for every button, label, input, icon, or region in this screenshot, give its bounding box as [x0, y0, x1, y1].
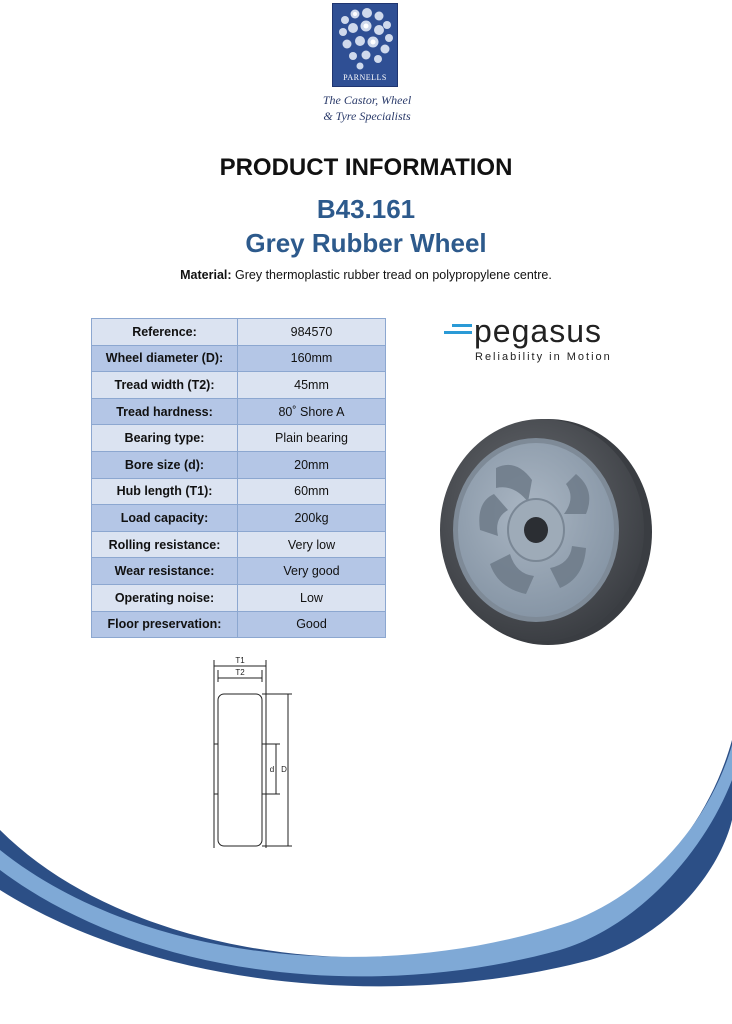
wheel-image	[436, 418, 652, 648]
logo-caption: PARNELLS	[343, 73, 387, 82]
table-row	[92, 611, 386, 638]
spec-value: 60mm	[238, 478, 386, 505]
spec-value: Very good	[238, 558, 386, 585]
table-row	[92, 398, 386, 425]
spec-label: Load capacity:	[92, 505, 238, 532]
product-name: Grey Rubber Wheel	[245, 228, 487, 258]
pegasus-logo	[444, 312, 624, 368]
table-row	[92, 451, 386, 478]
diameter-label: D	[281, 765, 287, 774]
table-row	[92, 478, 386, 505]
parnells-logo	[332, 3, 398, 87]
speed-lines-icon	[444, 322, 472, 342]
spec-label: Wheel diameter (D):	[92, 345, 238, 372]
spec-label: Bore size (d):	[92, 451, 238, 478]
spec-value: 200kg	[238, 505, 386, 532]
spec-table	[91, 318, 386, 638]
spec-label: Tread width (T2):	[92, 372, 238, 399]
t1-label: T1	[235, 656, 245, 665]
spec-label: Hub length (T1):	[92, 478, 238, 505]
table-row	[92, 319, 386, 346]
spec-label: Bearing type:	[92, 425, 238, 452]
decorative-swoosh	[0, 700, 732, 1024]
spec-label: Rolling resistance:	[92, 531, 238, 558]
material-value: Grey thermoplastic rubber tread on polypropylene centre.	[231, 268, 552, 282]
pegasus-wordmark: pegasus	[474, 313, 602, 349]
spec-label: Tread hardness:	[92, 398, 238, 425]
table-row	[92, 425, 386, 452]
table-row	[92, 584, 386, 611]
spec-label: Floor preservation:	[92, 611, 238, 638]
spec-value: 80˚ Shore A	[238, 398, 386, 425]
table-row	[92, 372, 386, 399]
material-line	[0, 268, 732, 282]
spec-value: 20mm	[238, 451, 386, 478]
spec-value: Low	[238, 584, 386, 611]
spec-value: 160mm	[238, 345, 386, 372]
spec-label: Wear resistance:	[92, 558, 238, 585]
material-label: Material:	[180, 268, 232, 282]
spec-label: Operating noise:	[92, 584, 238, 611]
table-row	[92, 345, 386, 372]
t2-label: T2	[235, 668, 245, 677]
spec-label: Reference:	[92, 319, 238, 346]
spec-value: Good	[238, 611, 386, 638]
spec-value: Very low	[238, 531, 386, 558]
pegasus-tagline: Reliability in Motion	[475, 351, 612, 363]
spec-value: 45mm	[238, 372, 386, 399]
bore-label: d	[269, 765, 275, 774]
table-row	[92, 505, 386, 532]
brand-tagline-line1: The Castor, Wheel	[322, 93, 412, 107]
table-row	[92, 531, 386, 558]
brand-tagline-line2: & Tyre Specialists	[323, 109, 411, 123]
spec-value: Plain bearing	[238, 425, 386, 452]
table-row	[92, 558, 386, 585]
page-title: PRODUCT INFORMATION	[219, 154, 513, 181]
product-code: B43.161	[316, 194, 416, 224]
spec-value: 984570	[238, 319, 386, 346]
